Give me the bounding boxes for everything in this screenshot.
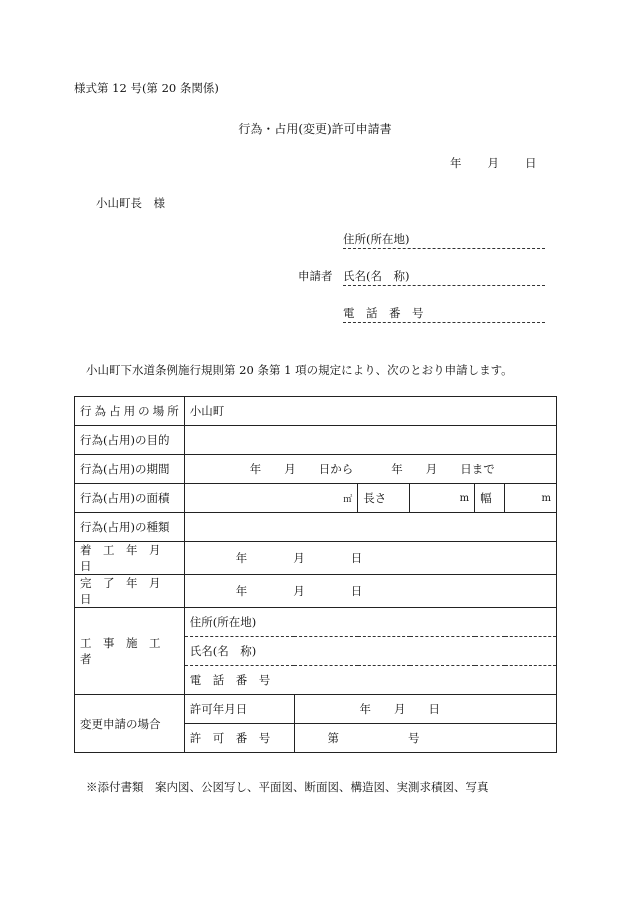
purpose-value[interactable]	[184, 426, 556, 455]
period-value[interactable]	[184, 455, 556, 484]
permit-date-label: 許可年月日	[184, 695, 294, 724]
type-label: 行為(占用)の種類	[75, 513, 185, 542]
table-row	[75, 608, 557, 637]
table-row	[75, 426, 557, 455]
width-label: 幅	[475, 484, 505, 513]
end-date-value[interactable]	[184, 575, 556, 608]
end-date-label: 完 了 年 月 日	[75, 575, 185, 608]
contractor-address[interactable]: 住所(所在地)	[184, 608, 556, 637]
applicant-phone-field[interactable]: 電 話 番 号	[343, 305, 545, 323]
type-value[interactable]	[184, 513, 556, 542]
place-value[interactable]: 小山町	[184, 397, 556, 426]
attachment-note: ※添付書類 案内図、公図写し、平面図、断面図、構造図、実測求積図、写真	[86, 780, 489, 794]
period-label: 行為(占用)の期間	[75, 455, 185, 484]
contractor-name[interactable]: 氏名(名 称)	[184, 637, 556, 666]
table-row	[75, 397, 557, 426]
permit-number-label: 許 可 番 号	[184, 724, 294, 753]
start-date-text: 年 月 日	[235, 551, 363, 565]
date-year: 年	[450, 156, 462, 170]
place-label: 行為占用の場所	[75, 397, 185, 426]
area-value[interactable]	[184, 484, 358, 513]
intro-text: 小山町下水道条例施行規則第 20 条第 1 項の規定により、次のとおり申請します。	[86, 363, 513, 377]
contractor-phone[interactable]: 電 話 番 号	[184, 666, 556, 695]
area-unit: ㎡	[343, 494, 353, 505]
form-number: 様式第 12 号(第 20 条関係)	[74, 81, 219, 95]
start-date-value[interactable]	[184, 542, 556, 575]
table-row	[75, 513, 557, 542]
document-title: 行為・占用(変更)許可申請書	[238, 122, 392, 136]
permit-number-text: 第 号	[327, 731, 420, 745]
length-unit: m	[459, 492, 470, 504]
date-day: 日	[525, 156, 537, 170]
permit-number-value[interactable]	[294, 724, 557, 753]
applicant-address-field[interactable]: 住所(所在地)	[343, 231, 545, 249]
permit-date-text: 年 月 日	[359, 702, 440, 716]
application-table	[74, 396, 557, 753]
addressee: 小山町長 様	[96, 196, 165, 210]
table-row	[75, 484, 557, 513]
period-from: 年 月 日から	[249, 462, 354, 476]
contractor-label: 工 事 施 工 者	[75, 608, 185, 695]
end-date-text: 年 月 日	[235, 584, 363, 598]
period-to: 年 月 日まで	[391, 462, 495, 476]
area-label: 行為(占用)の面積	[75, 484, 185, 513]
table-row	[75, 542, 557, 575]
table-row	[75, 695, 557, 724]
table-row	[75, 455, 557, 484]
width-value[interactable]	[505, 484, 557, 513]
date-month: 月	[487, 156, 499, 170]
date-line	[450, 155, 537, 171]
table-row	[75, 575, 557, 608]
applicant-name-field[interactable]: 氏名(名 称)	[343, 268, 545, 286]
applicant-label: 申請者	[298, 269, 333, 283]
change-label: 変更申請の場合	[75, 695, 185, 753]
purpose-label: 行為(占用)の目的	[75, 426, 185, 455]
length-label: 長さ	[358, 484, 410, 513]
width-unit: m	[541, 492, 551, 504]
permit-date-value[interactable]	[294, 695, 557, 724]
length-value[interactable]	[410, 484, 475, 513]
start-date-label: 着 工 年 月 日	[75, 542, 185, 575]
